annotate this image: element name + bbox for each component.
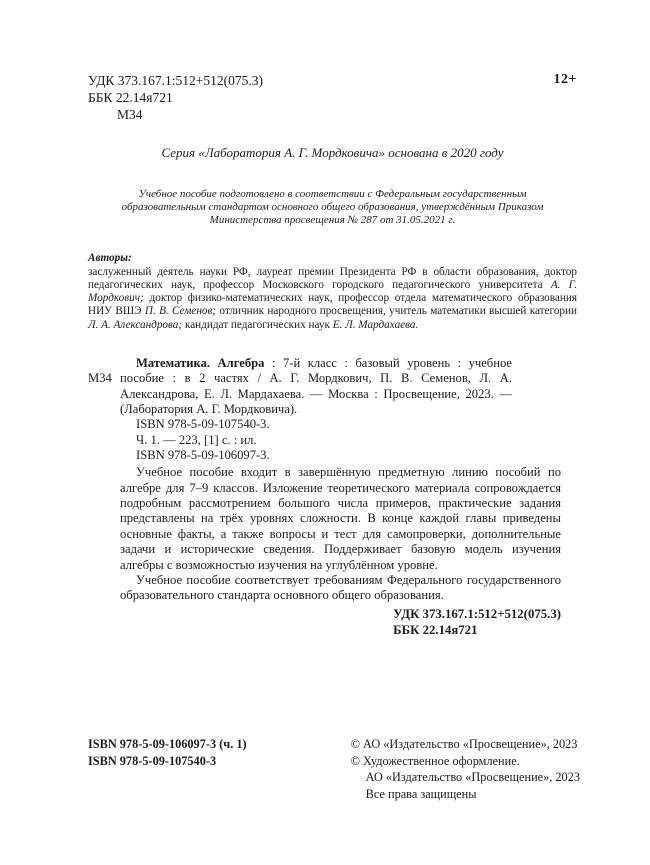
annotation-paragraph-1: Учебное пособие входит в завершённую предметную линию пособий по алгебре для 7–9 классов. Изложение теоретического материала сопровождается подробным рассмотрением большого числа примеров, практические задания представлены на трёх уровнях сложности. В конце каждой главы приведены основные факты, а также вопросы и тест для самопроверки, дополнительные задачи и исторические сведения. Поддерживает базовую модель изучения алгебры с возможностью изучения на углублённом уровне. (120, 465, 561, 572)
standard-note: Учебное пособие подготовлено в соответствии с Федеральным государственным образовательным стандартом основного общего образования, утверждённым Приказом Министерства просвещения № 287 от 31.05.2021 г. (121, 188, 544, 227)
imprint-footer (88, 736, 580, 802)
catalog-description (120, 356, 512, 417)
udk-code-bottom: УДК 373.167.1:512+512(075.3) (393, 606, 561, 621)
copyright-line-4: Все права защищены (365, 786, 477, 801)
author-name: Е. Л. Мардахаева. (332, 318, 419, 331)
author-name: А. Г. Мордкович; (88, 279, 577, 305)
authors-label: Авторы: (88, 251, 132, 264)
top-codes-row (88, 72, 577, 123)
series-line: Серия «Лаборатория А. Г. Мордковича» основана в 2020 году (161, 145, 504, 160)
authors-segment: отличник народного просвещения, учитель математики высшей категории (216, 305, 577, 318)
authors-block (88, 252, 577, 332)
authors-segment: заслуженный деятель науки РФ, лауреат премии Президента РФ в области образования, доктор педагогических наук, профессор Московского городского педагогического университета (88, 265, 577, 291)
book-title: Математика. Алгебра (136, 355, 265, 370)
annotation-block (120, 465, 561, 603)
udk-code: УДК 373.167.1:512+512(075.3) (88, 73, 264, 88)
bbk-code-bottom: ББК 22.14я721 (393, 622, 478, 637)
authors-segment: доктор физико-математических наук, профессор отдела математического образования НИУ ВШЭ (88, 292, 577, 318)
author-sign-code: М34 (117, 107, 143, 122)
classification-codes (88, 72, 263, 123)
authors-segment: кандидат педагогических наук (182, 318, 333, 331)
catalog-title-rest: : 7-й класс : базовый уровень : учебное пособие : в 2 частях / А. Г. Мордкович, П. В. Семенов, Л. А. Александрова, Е. Л. Мардахаева. — Москва : Просвещение, 2023. — (Лаборатория А. Г. Мордковича). (120, 355, 512, 416)
isbn-part-line: ISBN 978-5-09-106097-3. (136, 448, 270, 463)
author-name: Л. А. Александрова; (88, 318, 183, 331)
copyright-line-1: © АО «Издательство «Просвещение», 2023 (350, 737, 578, 751)
author-name: П. В. Семенов; (144, 305, 217, 318)
footer-isbn-block (88, 736, 247, 802)
catalog-entry (88, 355, 512, 464)
isbn-series-line: ISBN 978-5-09-107540-3. (136, 417, 270, 432)
copyright-line-2: © Художественное оформление. (350, 753, 520, 768)
footer-isbn-line-2: ISBN 978-5-09-107540-3 (88, 753, 217, 768)
age-rating-badge: 12+ (553, 72, 577, 87)
bbk-code: ББК 22.14я721 (88, 90, 173, 105)
main-column (88, 355, 561, 639)
annotation-paragraph-2: Учебное пособие соответствует требованиям Федерального государственного образовательного стандарта основного общего образования. (120, 572, 561, 603)
udk-bbk-right-block (393, 607, 561, 639)
catalog-margin-code: М34 (88, 370, 112, 385)
authors-text (88, 266, 577, 332)
footer-isbn-line-1: ISBN 978-5-09-106097-3 (ч. 1) (88, 737, 247, 751)
copyright-line-3: АО «Издательство «Просвещение», 2023 (365, 770, 580, 784)
copyright-block (351, 736, 580, 802)
part-line: Ч. 1. — 223, [1] с. : ил. (136, 432, 257, 447)
